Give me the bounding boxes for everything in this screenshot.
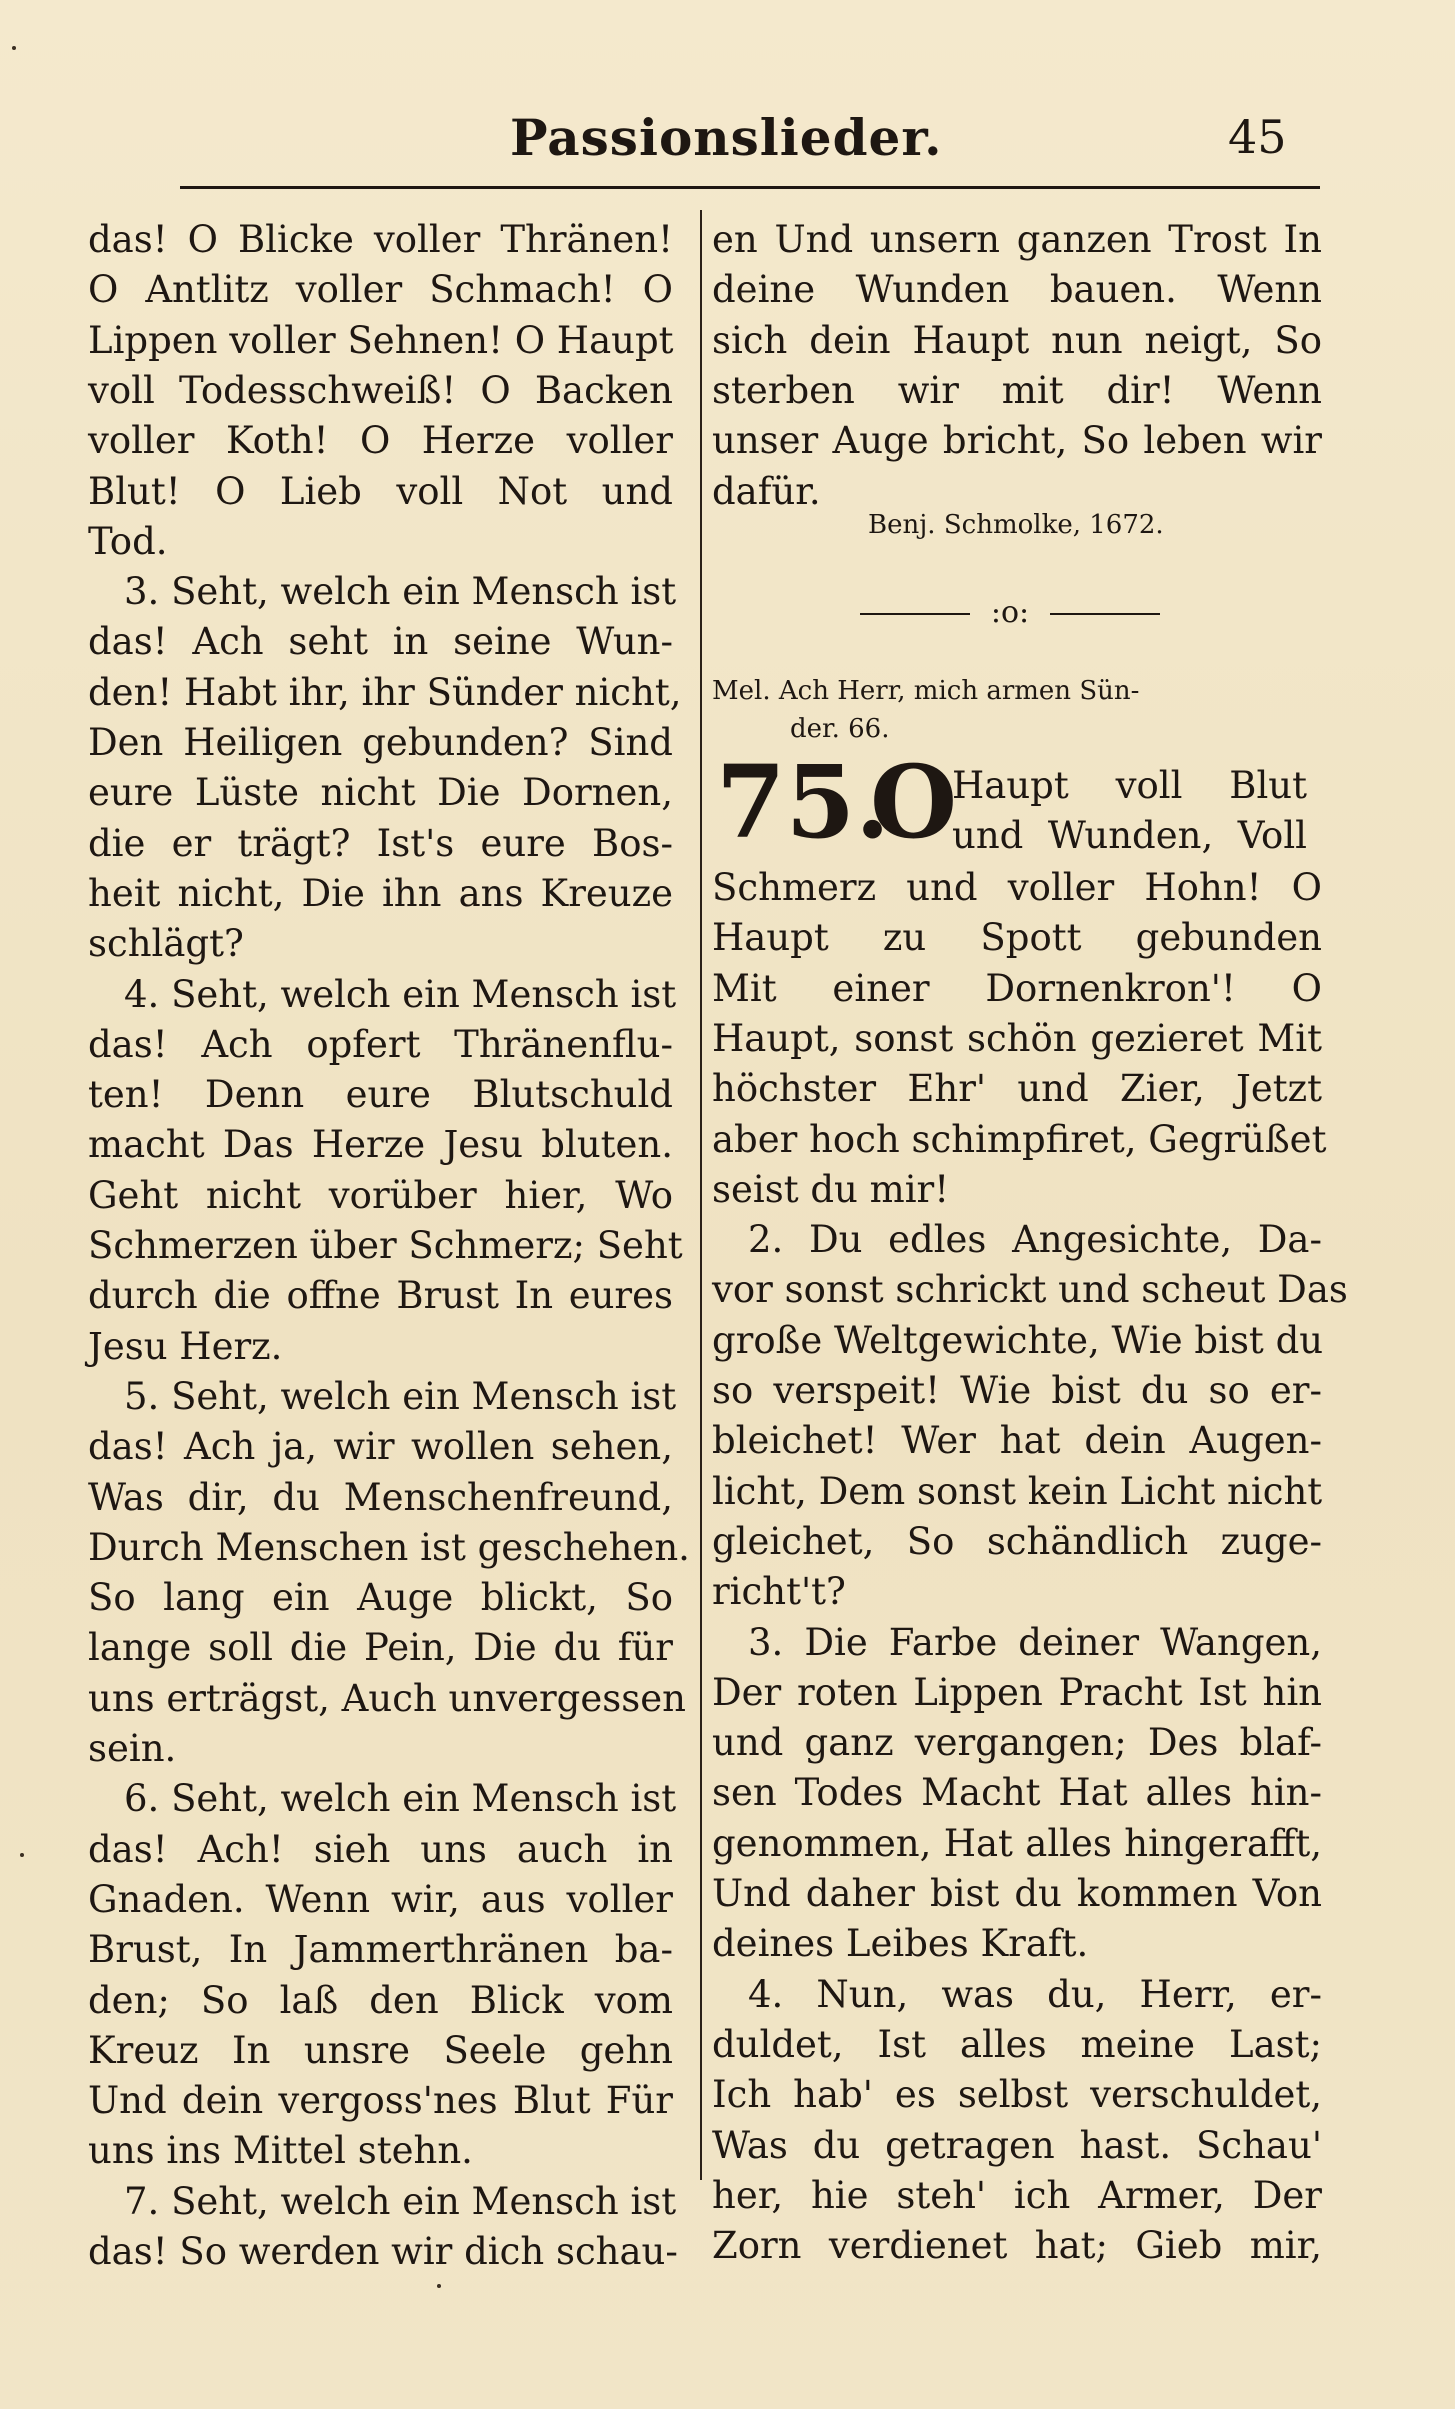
left-column-line: Schmerzen über Schmerz; Seht bbox=[88, 1224, 683, 1267]
left-column-line: Geht nicht vorüber hier, Wo bbox=[88, 1173, 673, 1217]
hymn-75-line: Mit einer Dornenkron'! O bbox=[712, 966, 1322, 1010]
left-column-line: den; So laß den Blick vom bbox=[88, 1978, 673, 2022]
right-column-line: en Und unsern ganzen Trost In bbox=[712, 218, 1322, 261]
hymn-75-line: vor sonst schrickt und scheut Das bbox=[712, 1268, 1348, 1312]
column-divider bbox=[700, 210, 702, 2180]
hymn-drop-cap: O bbox=[870, 743, 958, 861]
left-column-line: Kreuz In unsre Seele gehn bbox=[88, 2028, 673, 2072]
paper-speck bbox=[20, 1853, 24, 1857]
hymn-75-line: Haupt, sonst schön gezieret Mit bbox=[712, 1016, 1322, 1060]
hymn-75-line: so verspeit! Wie bist du so er- bbox=[712, 1369, 1322, 1412]
right-column-line: dafür. bbox=[712, 469, 821, 513]
left-column-line: schlägt? bbox=[88, 922, 244, 966]
hymn-75-line: seist du mir! bbox=[712, 1167, 950, 1211]
separator-rule-left bbox=[860, 613, 970, 615]
hymn-75-line: genommen, Hat alles hingerafft, bbox=[712, 1821, 1322, 1865]
hymn-first-line: Haupt voll Blut bbox=[952, 764, 1307, 807]
hymn-75-line: aber hoch schimpfiret, Gegrüßet bbox=[712, 1117, 1327, 1161]
left-column-line: 6. Seht, welch ein Mensch ist bbox=[124, 1777, 677, 1821]
hymn-75-line: höchster Ehr' und Zier, Jetzt bbox=[712, 1067, 1322, 1111]
left-column-line: voller Koth! O Herze voller bbox=[88, 419, 673, 463]
hymn-75-line: Zorn verdienet hat; Gieb mir, bbox=[712, 2224, 1322, 2268]
hymn-75-line: bleichet! Wer hat dein Augen- bbox=[712, 1419, 1322, 1463]
section-separator bbox=[860, 593, 1160, 633]
separator-mark: :o: bbox=[990, 595, 1030, 630]
left-column-line: das! Ach opfert Thränenflu- bbox=[88, 1022, 673, 1066]
hymn-second-line: und Wunden, Voll bbox=[952, 814, 1307, 857]
left-column-line: uns ins Mittel stehn. bbox=[88, 2129, 473, 2173]
hymn-75-line: und ganz vergangen; Des blaf- bbox=[712, 1721, 1322, 1765]
header-rule bbox=[180, 186, 1320, 189]
melody-line-2: der. 66. bbox=[790, 714, 890, 744]
left-column-line: Durch Menschen ist geschehen. bbox=[88, 1525, 690, 1569]
left-column-line: die er trägt? Ist's eure Bos- bbox=[88, 821, 673, 865]
hymn-75-line: sen Todes Macht Hat alles hin- bbox=[712, 1771, 1322, 1815]
left-column-line: heit nicht, Die ihn ans Kreuze bbox=[88, 871, 673, 915]
right-column-line: deine Wunden bauen. Wenn bbox=[712, 268, 1322, 312]
hymn-75-line: 3. Die Farbe deiner Wangen, bbox=[748, 1620, 1322, 1664]
hymn-75-line: Was du getragen hast. Schau' bbox=[712, 2123, 1322, 2167]
left-column-line: Jesu Herz. bbox=[88, 1324, 283, 1368]
left-column-line: das! Ach! sieh uns auch in bbox=[88, 1827, 673, 1871]
left-column-line: Was dir, du Menschenfreund, bbox=[88, 1475, 673, 1519]
left-column-line: uns erträgst, Auch unvergessen bbox=[88, 1676, 686, 1720]
hymn-75-line: duldet, Ist alles meine Last; bbox=[712, 2022, 1322, 2066]
left-column-line: Tod. bbox=[88, 519, 168, 563]
left-column-line: 4. Seht, welch ein Mensch ist bbox=[124, 972, 677, 1016]
left-column-line: durch die offne Brust In eures bbox=[88, 1274, 673, 1318]
left-column-line: Brust, In Jammerthränen ba- bbox=[88, 1928, 673, 1972]
hymn-number: 75. bbox=[716, 743, 890, 861]
hymn-75-line: Ich hab' es selbst verschuldet, bbox=[712, 2073, 1322, 2117]
left-column-line: Blut! O Lieb voll Not und bbox=[88, 469, 673, 513]
left-column-line: das! So werden wir dich schau- bbox=[88, 2230, 678, 2273]
left-column-line: das! O Blicke voller Thränen! bbox=[88, 218, 673, 261]
right-column-line: sich dein Haupt nun neigt, So bbox=[712, 318, 1322, 362]
paper-speck bbox=[12, 46, 16, 50]
left-column-line: sein. bbox=[88, 1727, 177, 1770]
hymn-75-line: licht, Dem sonst kein Licht nicht bbox=[712, 1469, 1323, 1513]
hymn-75-line: Haupt zu Spott gebunden bbox=[712, 916, 1322, 960]
page-number: 45 bbox=[1228, 110, 1287, 164]
melody-line-1: Mel. Ach Herr, mich armen Sün- bbox=[712, 676, 1140, 706]
hymn-75-line: her, hie steh' ich Armer, Der bbox=[712, 2173, 1322, 2217]
right-column-line: unser Auge bricht, So leben wir bbox=[712, 419, 1322, 463]
left-column-line: ten! Denn eure Blutschuld bbox=[88, 1073, 673, 1117]
left-column-line: eure Lüste nicht Die Dornen, bbox=[88, 771, 673, 815]
left-column-line: lange soll die Pein, Die du für bbox=[88, 1626, 673, 1670]
left-column-line: Lippen voller Sehnen! O Haupt bbox=[88, 318, 674, 362]
hymn-75-line: Schmerz und voller Hohn! O bbox=[712, 866, 1322, 909]
hymn-75-line: richt't? bbox=[712, 1570, 846, 1614]
hymn-75-line: Der roten Lippen Pracht Ist hin bbox=[712, 1670, 1322, 1714]
hymn-75-line: 4. Nun, was du, Herr, er- bbox=[748, 1972, 1322, 2016]
left-column-line: den! Habt ihr, ihr Sünder nicht, bbox=[88, 670, 682, 714]
left-column-line: O Antlitz voller Schmach! O bbox=[88, 268, 673, 312]
running-header-title: Passionslieder. bbox=[510, 108, 943, 167]
left-column-line: 3. Seht, welch ein Mensch ist bbox=[124, 570, 677, 614]
hymn-75-line: 2. Du edles Angesichte, Da- bbox=[748, 1218, 1322, 1262]
left-column-line: Den Heiligen gebunden? Sind bbox=[88, 721, 673, 764]
right-column-line: sterben wir mit dir! Wenn bbox=[712, 368, 1322, 412]
left-column-line: So lang ein Auge blickt, So bbox=[88, 1576, 673, 1620]
left-column-line: das! Ach seht in seine Wun- bbox=[88, 620, 673, 664]
left-column-line: Und dein vergoss'nes Blut Für bbox=[88, 2079, 673, 2123]
separator-rule-right bbox=[1050, 613, 1160, 615]
left-column-line: das! Ach ja, wir wollen sehen, bbox=[88, 1425, 673, 1469]
left-column-line: Gnaden. Wenn wir, aus voller bbox=[88, 1877, 673, 1921]
left-column-line: voll Todesschweiß! O Backen bbox=[88, 368, 673, 412]
left-column-line: 5. Seht, welch ein Mensch ist bbox=[124, 1374, 677, 1418]
paper-speck bbox=[437, 2284, 441, 2288]
hymn-attribution: Benj. Schmolke, 1672. bbox=[868, 510, 1164, 540]
hymn-75-line: deines Leibes Kraft. bbox=[712, 1922, 1089, 1966]
left-column-line: 7. Seht, welch ein Mensch ist bbox=[124, 2179, 677, 2223]
hymn-75-line: große Weltgewichte, Wie bist du bbox=[712, 1318, 1324, 1362]
hymn-75-line: Und daher bist du kommen Von bbox=[712, 1872, 1322, 1915]
left-column-line: macht Das Herze Jesu bluten. bbox=[88, 1123, 673, 1167]
hymn-75-line: gleichet, So schändlich zuge- bbox=[712, 1519, 1322, 1563]
